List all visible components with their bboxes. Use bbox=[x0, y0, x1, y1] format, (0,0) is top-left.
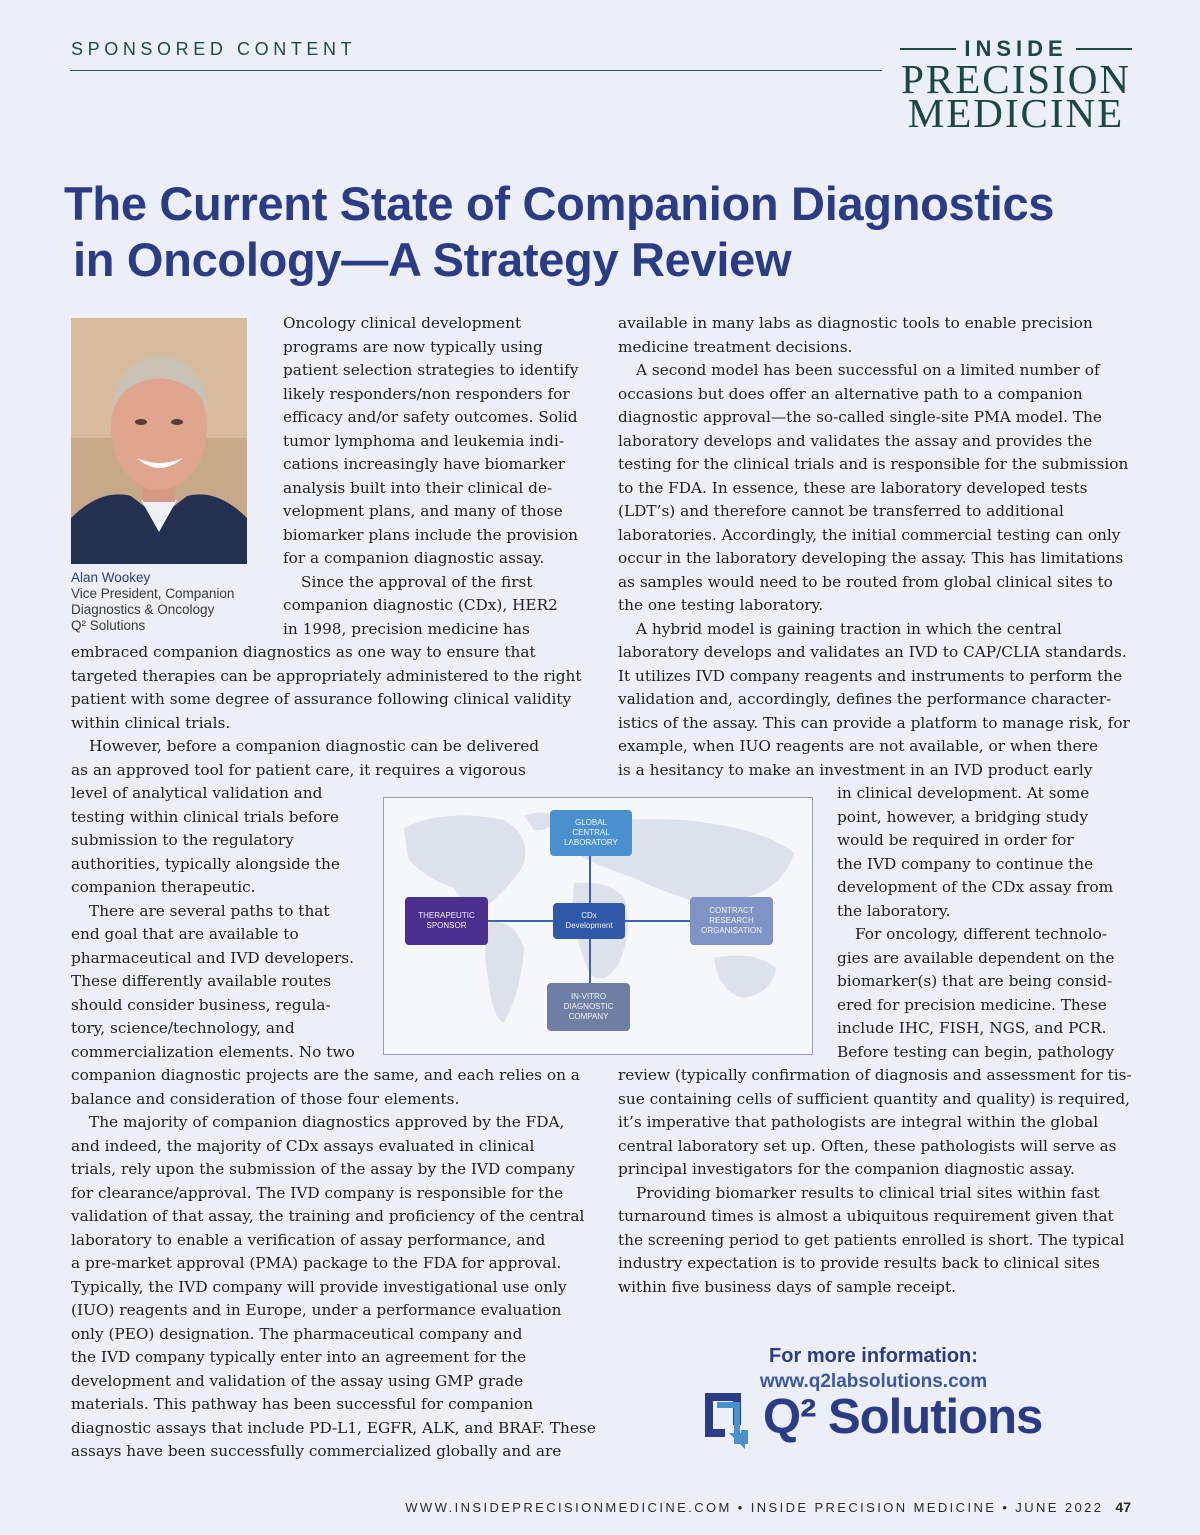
text-line: Before testing can begin, pathology bbox=[837, 1042, 1115, 1061]
text-line: assays have been successfully commercialized globally and are bbox=[71, 1442, 562, 1460]
text-line: cations increasingly have biomarker bbox=[283, 455, 566, 473]
text-line: only (PEO) designation. The pharmaceutical company and bbox=[71, 1324, 523, 1343]
text-line: (LDT’s) and therefore cannot be transferred to additional bbox=[618, 502, 1064, 520]
text-line: tory, science/technology, and bbox=[71, 1019, 295, 1037]
text-line: companion diagnostic projects are the same, and each relies on a bbox=[71, 1066, 580, 1084]
node-label: COMPANY bbox=[568, 1012, 609, 1021]
text-line: for clearance/approval. The IVD company is responsible for the bbox=[71, 1183, 564, 1202]
text-line: laboratories. Accordingly, the initial commercial testing can only bbox=[618, 525, 1121, 544]
text-line: efficacy and/or safety outcomes. Solid bbox=[283, 408, 578, 426]
text-line: a pre-market approval (PMA) package to the FDA for approval. bbox=[71, 1254, 562, 1272]
contract-research-organisation-node bbox=[690, 897, 773, 945]
author-name: Alan Wookey bbox=[71, 570, 151, 585]
text-line: central laboratory set up. Often, these pathologists will serve as bbox=[618, 1136, 1117, 1155]
text-line: patient with some degree of assurance following clinical validity bbox=[71, 690, 572, 708]
text-line: for a companion diagnostic assay. bbox=[283, 549, 545, 567]
col2-wrap-text bbox=[837, 782, 1114, 1064]
text-line: point, however, a bridging study bbox=[837, 807, 1089, 826]
text-line: However, before a companion diagnostic can be delivered bbox=[89, 737, 540, 755]
brand-precision: PRECISION bbox=[901, 56, 1131, 102]
text-line: turnaround times is almost a ubiquitous requirement given that bbox=[618, 1207, 1114, 1225]
text-line: companion diagnostic (CDx), HER2 bbox=[283, 596, 558, 614]
author-role-2: Diagnostics & Oncology bbox=[71, 602, 215, 617]
node-label: GLOBAL bbox=[574, 818, 607, 827]
brand-medicine: MEDICINE bbox=[907, 90, 1125, 136]
node-label: CENTRAL bbox=[572, 828, 610, 837]
text-line: to the FDA. In essence, these are laboratory developed tests bbox=[618, 478, 1088, 497]
footer-text: WWW.INSIDEPRECISIONMEDICINE.COM • INSIDE PRECISION MEDICINE • JUNE 2022 bbox=[405, 1500, 1104, 1515]
text-line: targeted therapies can be appropriately administered to the right bbox=[71, 666, 582, 685]
text-line: submission to the regulatory bbox=[71, 831, 294, 849]
text-line: it’s imperative that pathologists are integral within the global bbox=[618, 1113, 1099, 1131]
text-line: ered for precision medicine. These bbox=[837, 995, 1107, 1014]
text-line: biomarker(s) that are being consid- bbox=[837, 972, 1113, 990]
text-line: the one testing laboratory. bbox=[618, 596, 824, 614]
text-line: available in many labs as diagnostic tools to enable precision bbox=[618, 314, 1093, 332]
text-line: laboratory develops and validates an IVD to CAP/CLIA standards. bbox=[618, 643, 1127, 661]
text-line: validation of that assay, the training and proficiency of the central bbox=[71, 1207, 585, 1225]
text-line: sue containing cells of sufficient quantity and quality) is required, bbox=[618, 1089, 1130, 1108]
text-line: tumor lymphoma and leukemia indi- bbox=[283, 431, 564, 450]
brand-dash-right bbox=[1076, 48, 1132, 50]
node-label: ORGANISATION bbox=[701, 926, 762, 935]
therapeutic-sponsor-node bbox=[405, 897, 488, 945]
text-line: example, when IUO reagents are not available, or when there bbox=[618, 737, 1099, 755]
text-line: within five business days of sample receipt. bbox=[618, 1277, 956, 1296]
cdx-development-node bbox=[553, 903, 625, 939]
text-line: velopment plans, and many of those bbox=[283, 502, 563, 520]
text-line: Oncology clinical development bbox=[283, 314, 522, 332]
page-number: 47 bbox=[1115, 1499, 1131, 1515]
publication-logo[interactable] bbox=[900, 36, 1132, 136]
text-line: end goal that are available to bbox=[71, 925, 299, 943]
text-line: diagnostic assays that include PD-L1, EGFR, ALK, and BRAF. These bbox=[71, 1418, 596, 1437]
article-title bbox=[64, 176, 1054, 288]
col2-top-text bbox=[618, 312, 1130, 782]
global-central-laboratory-node bbox=[550, 810, 632, 856]
node-label: IN-VITRO bbox=[570, 992, 607, 1001]
website-link[interactable]: www.q2labsolutions.com bbox=[759, 1371, 988, 1392]
author-role-1: Vice President, Companion bbox=[71, 586, 235, 601]
header-rule bbox=[70, 70, 882, 71]
text-line: programs are now typically using bbox=[283, 337, 543, 356]
text-line: (IUO) reagents and in Europe, under a performance evaluation bbox=[71, 1301, 562, 1319]
title-line-2: in Oncology—A Strategy Review bbox=[73, 233, 792, 286]
col1-wrap-text bbox=[71, 782, 355, 1064]
text-line: pharmaceutical and IVD developers. bbox=[71, 948, 355, 967]
q2-solutions-logo[interactable] bbox=[703, 1381, 1048, 1457]
node-label: CDx bbox=[581, 911, 597, 920]
text-line: For oncology, different technolo- bbox=[855, 925, 1108, 943]
node-label: Development bbox=[565, 921, 613, 930]
q2-logo-text: Q² Solutions bbox=[763, 1390, 1043, 1444]
node-label: DIAGNOSTIC bbox=[563, 1002, 614, 1011]
text-line: in 1998, precision medicine has bbox=[283, 619, 530, 638]
text-line: trials, rely upon the submission of the assay by the IVD company bbox=[71, 1160, 575, 1178]
more-info-heading: For more information: bbox=[769, 1345, 978, 1367]
text-line: Providing biomarker results to clinical trial sites within fast bbox=[636, 1183, 1100, 1202]
author-photo bbox=[71, 318, 247, 564]
title-line-1: The Current State of Companion Diagnostics bbox=[64, 177, 1055, 230]
text-line: principal investigators for the companion diagnostic assay. bbox=[618, 1160, 1075, 1178]
text-line: and indeed, the majority of CDx assays evaluated in clinical bbox=[71, 1136, 535, 1155]
text-line: is a hesitancy to make an investment in an IVD product early bbox=[618, 760, 1093, 779]
text-line: the IVD company typically enter into an agreement for the bbox=[71, 1348, 527, 1366]
text-line: It utilizes IVD company reagents and instruments to perform the bbox=[618, 666, 1123, 685]
text-line: Typically, the IVD company will provide investigational use only bbox=[71, 1277, 567, 1296]
text-line: testing for the clinical trials and is responsible for the submission bbox=[618, 455, 1129, 473]
text-line: medicine treatment decisions. bbox=[618, 337, 853, 356]
text-line: materials. This pathway has been successful for companion bbox=[71, 1395, 534, 1413]
text-line: industry expectation is to provide results back to clinical sites bbox=[618, 1254, 1100, 1272]
text-line: Since the approval of the first bbox=[301, 572, 533, 591]
sponsored-content-label: SPONSORED CONTENT bbox=[71, 39, 357, 59]
text-line: occasions but does offer an alternative path to a companion bbox=[618, 384, 1083, 403]
text-line: companion therapeutic. bbox=[71, 878, 256, 896]
text-line: These differently available routes bbox=[71, 972, 332, 990]
text-line: the laboratory. bbox=[837, 901, 951, 920]
text-line: patient selection strategies to identify bbox=[283, 361, 579, 379]
text-line: as an approved tool for patient care, it requires a vigorous bbox=[71, 760, 526, 779]
in-vitro-diagnostic-company-node bbox=[547, 983, 630, 1031]
brand-dash-left bbox=[900, 48, 956, 50]
text-line: validation and, accordingly, defines the performance character- bbox=[618, 690, 1112, 708]
text-line: review (typically confirmation of diagnosis and assessment for tis- bbox=[618, 1066, 1132, 1084]
text-line: authorities, typically alongside the bbox=[71, 854, 340, 873]
author-caption bbox=[71, 570, 234, 634]
node-label: THERAPEUTIC bbox=[418, 911, 475, 920]
text-line: laboratory develops and validates the assay and provides the bbox=[618, 431, 1093, 450]
text-line: development and validation of the assay using GMP grade bbox=[71, 1371, 524, 1390]
col1-top-text bbox=[283, 312, 578, 641]
text-line: as samples would need to be routed from global clinical sites to bbox=[618, 572, 1113, 591]
text-line: would be required in order for bbox=[837, 831, 1074, 849]
page-footer bbox=[405, 1499, 1131, 1515]
text-line: analysis built into their clinical de- bbox=[283, 478, 553, 497]
brand-inside-text: INSIDE bbox=[964, 36, 1068, 61]
text-line: biomarker plans include the provision bbox=[283, 525, 579, 544]
text-line: laboratory to enable a verification of assay performance, and bbox=[71, 1230, 546, 1249]
cdx-diagram bbox=[383, 797, 813, 1055]
text-line: There are several paths to that bbox=[89, 901, 330, 920]
node-label: RESEARCH bbox=[709, 916, 754, 925]
text-line: the IVD company to continue the bbox=[837, 854, 1094, 873]
text-line: testing within clinical trials before bbox=[71, 807, 339, 826]
text-line: embraced companion diagnostics as one way to ensure that bbox=[71, 643, 536, 661]
text-line: include IHC, FISH, NGS, and PCR. bbox=[837, 1019, 1107, 1037]
author-company: Q² Solutions bbox=[71, 618, 146, 633]
text-line: istics of the assay. This can provide a platform to manage risk, for bbox=[618, 713, 1130, 732]
text-line: within clinical trials. bbox=[71, 713, 231, 732]
text-line: likely responders/non responders for bbox=[283, 384, 570, 403]
col1-mid-text bbox=[71, 641, 582, 782]
text-line: level of analytical validation and bbox=[71, 784, 323, 802]
text-line: commercialization elements. No two bbox=[71, 1042, 355, 1061]
col1-bottom-text bbox=[71, 1064, 596, 1464]
text-line: gies are available dependent on the bbox=[837, 948, 1115, 967]
text-line: the screening period to get patients enrolled is short. The typical bbox=[618, 1230, 1125, 1249]
text-line: development of the CDx assay from bbox=[837, 878, 1114, 896]
node-label: SPONSOR bbox=[426, 921, 467, 930]
text-line: occur in the laboratory developing the assay. This has limitations bbox=[618, 549, 1124, 567]
text-line: in clinical development. At some bbox=[837, 784, 1090, 802]
text-line: The majority of companion diagnostics approved by the FDA, bbox=[89, 1113, 565, 1131]
text-line: should consider business, regula- bbox=[71, 995, 331, 1014]
text-line: A second model has been successful on a limited number of bbox=[636, 361, 1100, 379]
node-label: LABORATORY bbox=[564, 838, 618, 847]
text-line: A hybrid model is gaining traction in which the central bbox=[636, 619, 1062, 638]
col2-bottom-text bbox=[618, 1064, 1132, 1299]
text-line: diagnostic approval—the so-called single-site PMA model. The bbox=[618, 408, 1102, 426]
node-label: CONTRACT bbox=[709, 906, 754, 915]
text-line: balance and consideration of those four elements. bbox=[71, 1089, 460, 1108]
